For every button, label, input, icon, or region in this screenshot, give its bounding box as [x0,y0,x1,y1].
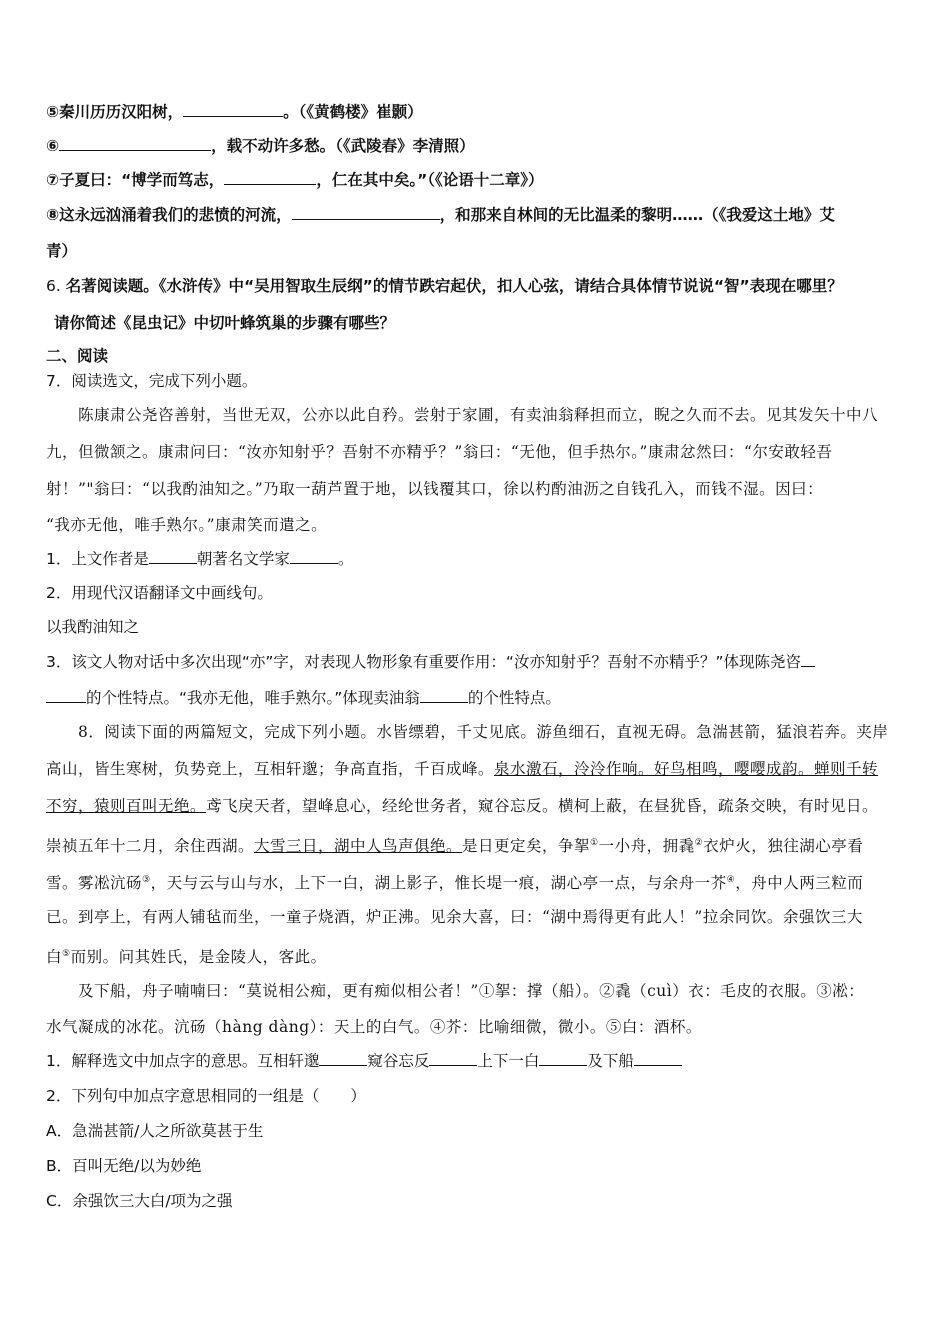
sub-question-text: 3．该文人物对话中多次出现“亦”字，对表现人物形象有重要作用：“汝亦知射乎？吾射不亦精乎？”体现陈尧咨 [46,653,801,671]
answer-blank[interactable] [224,169,316,185]
sub-question-text: 的个性特点。“我亦无他，唯手熟尔。”体现卖油翁 [86,689,420,707]
recitation-source: ，仁在其中矣。”（《论语十二章》） [316,171,544,189]
question-6 [46,275,916,297]
sub-question-text: 及下船 [587,1052,634,1070]
recitation-line-8-cont: 青） [46,242,78,260]
question-7-sub1 [46,548,916,570]
underlined-sentence: 大雪三日，湖中人鸟声俱绝。 [254,837,463,856]
recitation-text: ⑤秦川历历汉阳树， [46,103,184,121]
recitation-text: ⑦子夏曰：“博学而笃志， [46,171,225,189]
recitation-mark: ⑥ [46,137,60,155]
passage-line [46,795,916,817]
footnote-mark: ③ [142,875,151,885]
answer-blank[interactable] [183,101,283,117]
answer-blank[interactable] [539,1050,587,1066]
sub-question-text: 1．上文作者是 [46,550,149,568]
question-8-sub2: 2．下列句中加点字意思相同的一组是（ ） [46,1087,366,1105]
answer-blank[interactable] [420,687,468,703]
recitation-line-5 [46,101,916,123]
translation-sentence: 以我酌油知之 [46,618,140,636]
option-b[interactable]: B．百叫无绝/以为妙绝 [46,1157,202,1175]
question-number: 6. [46,277,61,295]
answer-blank[interactable] [429,1050,477,1066]
underlined-sentence: 不穷，猿则百叫无绝。 [46,797,207,815]
sub-question-text: 的个性特点。 [467,689,561,707]
question-text: 名著阅读题。《水浒传》中“吴用智取生辰纲”的情节跌宕起伏，扣人心弦，请结合具体情节说说“智”表现在哪里？ [65,277,843,295]
sub-question-text: 朝著名文学家 [196,550,290,568]
passage-line: 九，但微颔之。康肃问曰：“汝亦知射乎？吾射不亦精乎？”翁曰：“无他，但手热尔。”康肃忿然曰：“尔安敢轻吾 [46,443,833,461]
recitation-source: 。（《黄鹤楼》崔颢） [283,103,423,121]
answer-blank[interactable] [319,1050,367,1066]
footnote-mark: ⑤ [62,949,71,959]
passage-text: 崇祯五年十二月，余住西湖。 [46,837,255,856]
recitation-text: ⑧这永远汹涌着我们的悲愤的河流， [46,206,292,224]
sub-question-text: 上下一白 [477,1052,540,1070]
passage-line: 已。到亭上，有两人铺毡而坐，一童子烧酒，炉正沸。见余大喜，曰：“湖中焉得更有此人！”拉余同饮。余强饮三大 [46,908,863,926]
answer-blank[interactable] [292,204,440,220]
question-7-sub2: 2．用现代汉语翻译文中画线句。 [46,584,273,602]
passage-text: 雪。雾凇沆砀 [46,874,143,893]
question-7-sub3 [46,651,916,673]
option-a[interactable]: A．急湍甚箭/人之所欲莫甚于生 [46,1122,264,1140]
passage-line [46,758,916,780]
passage-text: 是日更定矣，争挐 [462,837,591,856]
passage-line [46,869,916,894]
passage-text: 白 [46,948,63,967]
passage-text: 高山，皆生寒树，负势竞上，互相轩邈；争高直指，千百成峰。 [46,760,495,778]
answer-blank[interactable] [149,548,197,564]
passage-line [46,832,916,857]
footnote-mark: ① [590,838,599,848]
passage-text: 鸢飞戾天者，望峰息心，经纶世务者，窥谷忘反。横柯上蔽，在昼犹昏，疏条交映，有时见日。 [206,797,879,815]
answer-blank[interactable] [46,687,86,703]
sub-question-text: 。 [337,550,354,568]
passage-text: 一小舟，拥毳 [598,837,695,856]
passage-line [46,943,916,968]
passage-line: 陈康肃公尧咨善射，当世无双，公亦以此自矜。尝射于家圃，有卖油翁释担而立，睨之久而不去。见其发矢十中八 [78,406,879,424]
answer-blank[interactable] [801,651,815,667]
passage-text: 衣炉火，独往湖心亭看 [703,837,864,856]
question-7-sub3-cont [46,687,916,709]
passage-text: 而别。问其姓氏，是金陵人，客此。 [70,948,327,967]
answer-blank[interactable] [59,135,211,151]
recitation-line-8 [46,204,916,226]
passage-line: 水气凝成的冰花。沆砀（hàng dàng）：天上的白气。④芥：比喻细微，微小。⑤白：酒杯。 [46,1018,702,1036]
passage-line: 8．阅读下面的两篇短文，完成下列小题。水皆缥碧，千丈见底。游鱼细石，直视无碍。急湍甚箭，猛浪若奔。夹岸 [78,723,889,741]
sub-question-text: 1．解释选文中加点字的意思。互相轩邈 [46,1052,320,1070]
answer-blank[interactable] [290,548,338,564]
underlined-sentence: 泉水激石，泠泠作响。好鸟相鸣，嘤嘤成韵。蝉则千转 [494,760,879,778]
recitation-line-6 [46,135,916,157]
footnote-mark: ④ [726,875,736,885]
passage-line: “我亦无他，唯手熟尔。”康肃笑而遣之。 [46,516,328,534]
sub-question-text: 窥谷忘反 [367,1052,430,1070]
section-title: 二、阅读 [46,347,109,365]
recitation-line-7 [46,169,916,191]
option-c[interactable]: C．余强饮三大白/项为之强 [46,1192,233,1210]
footnote-mark: ② [694,838,704,848]
passage-text: ，舟中人两三粒而 [735,874,864,893]
recitation-source: ，载不动许多愁。（《武陵春》李清照） [211,137,475,155]
passage-text: ，天与云与山与水，上下一白，湖上影子，惟长堤一痕，湖心亭一点，与余舟一芥 [150,874,727,893]
question-8-sub1 [46,1050,916,1072]
recitation-source: ，和那来自林间的无比温柔的黎明……（《我爱这土地》艾 [439,206,835,224]
question-7-intro: 7．阅读选文，完成下列小题。 [46,372,258,390]
passage-line: 及下船，舟子喃喃曰：“莫说相公痴，更有痴似相公者！”①挐：撑（船）。②毳（cuì）衣：毛皮的衣服。③凇： [78,982,865,1000]
question-6-part2: 请你简述《昆虫记》中切叶蜂筑巢的步骤有哪些？ [54,314,396,332]
answer-blank[interactable] [634,1050,682,1066]
passage-line: 射！”"翁曰：“以我酌油知之。”乃取一葫芦置于地，以钱覆其口，徐以杓酌油沥之自钱孔入，而钱不湿。因曰： [46,480,824,498]
